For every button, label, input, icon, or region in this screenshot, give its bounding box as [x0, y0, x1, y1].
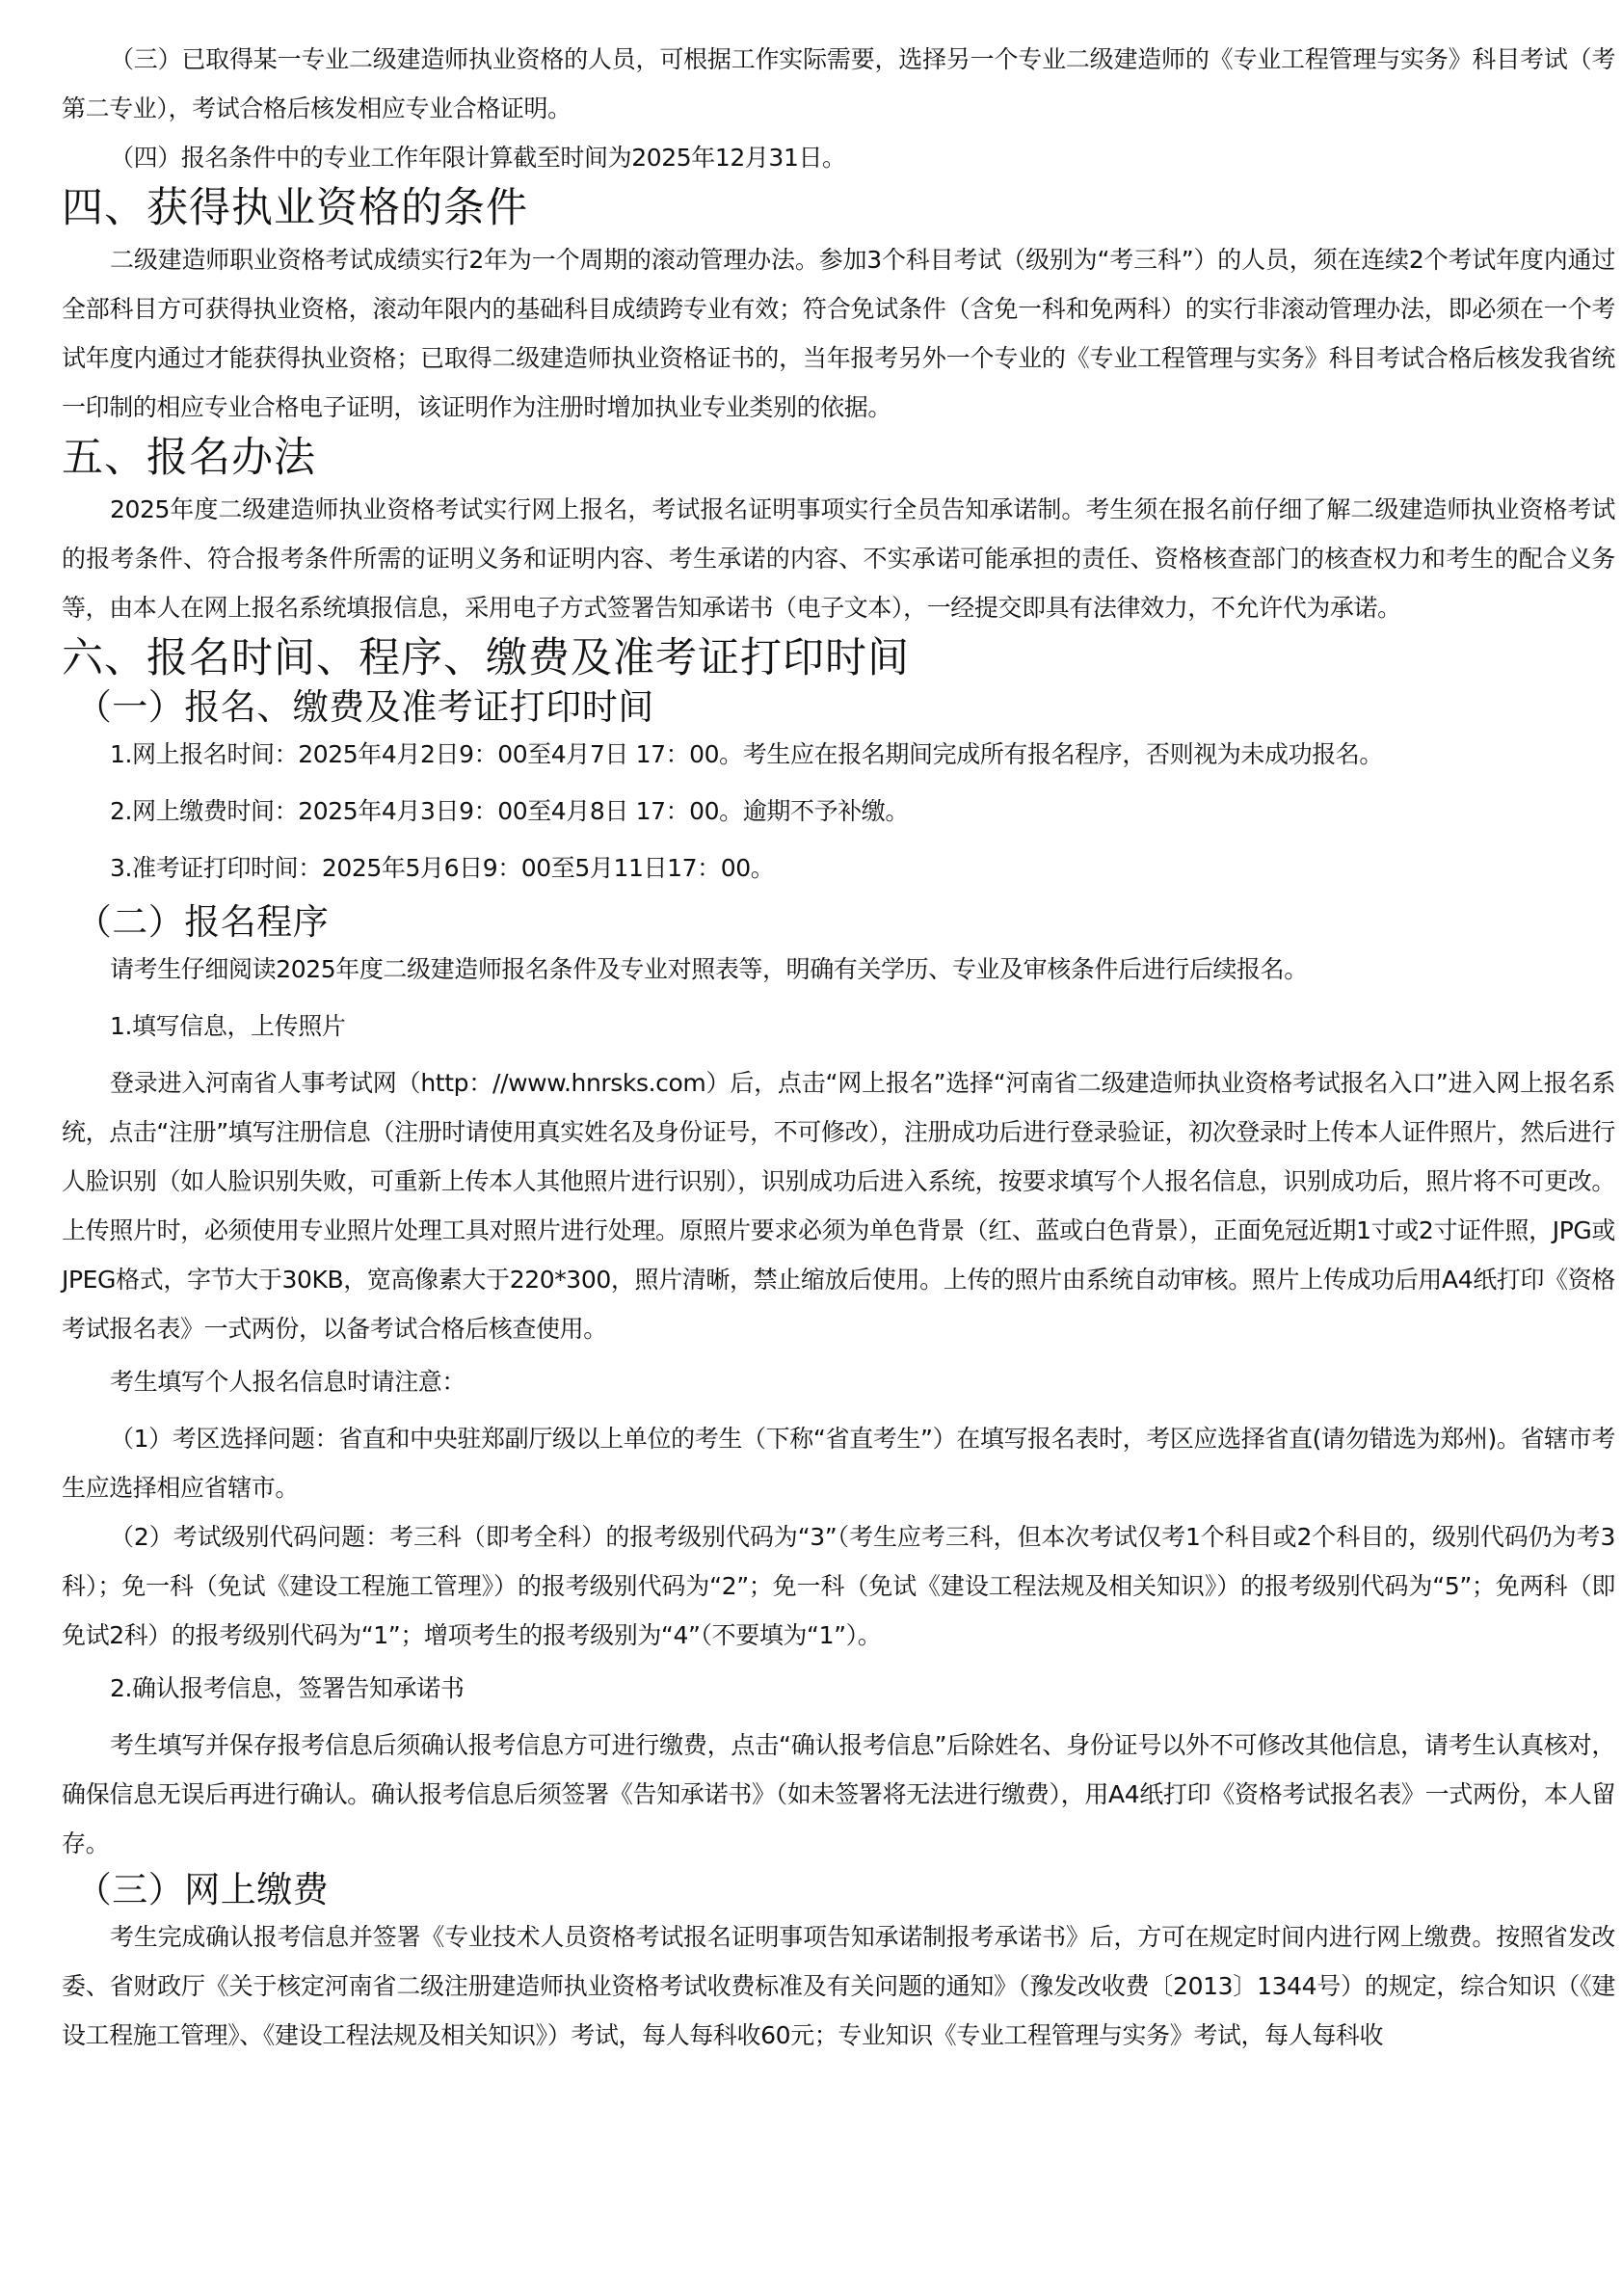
subheading-6-3: （三）网上缴费: [75, 1869, 330, 1910]
paragraph-section-5: 2025年度二级建造师执业资格考试实行网上报名，考试报名证明事项实行全员告知承诺制。考生须在报名前仔细了解二级建造师执业资格考试的报考条件、符合报考条件所需的证明义务和证明内容、考生承诺的内容、不实承诺可能承担的责任、资格核查部门的核查权力和考生的配合义务等，由本人在网上报名系统填报信息，采用电子方式签署告知承诺书（电子文本），一经提交即具有法律效力，不允许代为承诺。: [62, 495, 1615, 622]
paragraph-note-2: （2）考试级别代码问题：考三科（即考全科）的报考级别代码为“3”（考生应考三科，但本次考试仅考1个科目或2个科目的，级别代码仍为考3科）；免一科（免试《建设工程施工管理》）的报考级别代码为“2”；免一科（免试《建设工程法规及相关知识》）的报考级别代码为“5”；免两科（即免试2科）的报考级别代码为“1”；增项考生的报考级别为“4”（不要填为“1”）。: [62, 1523, 1615, 1649]
paragraph-6-3: 考生完成确认报考信息并签署《专业技术人员资格考试报名证明事项告知承诺制报考承诺书》后，方可在规定时间内进行网上缴费。按照省发改委、省财政厅《关于核定河南省二级注册建造师执业资格考试收费标准及有关问题的通知》（豫发改收费〔2013〕1344号）的规定，综合知识（《建设工程施工管理》、《建设工程法规及相关知识》）考试，每人每科收60元；专业知识《专业工程管理与实务》考试，每人每科收: [62, 1923, 1615, 2049]
paragraph-notes-intro: 考生填写个人报名信息时请注意：: [110, 1368, 466, 1396]
time-item-admission-ticket: 3.准考证打印时间：2025年5月6日9：00至5月11日17：00。: [110, 854, 775, 882]
document-body: [62, 35, 1615, 2060]
subheading-6-1: （一）报名、缴费及准考证打印时间: [75, 686, 654, 728]
heading-section-6: 六、报名时间、程序、缴费及准考证打印时间: [62, 634, 910, 682]
time-item-registration: 1.网上报名时间：2025年4月2日9：00至4月7日 17：00。考生应在报名期间完成所有报名程序，否则视为未成功报名。: [110, 740, 1383, 768]
step-2-title: 2.确认报考信息，签署告知承诺书: [110, 1674, 465, 1702]
heading-section-4: 四、获得执业资格的条件: [62, 184, 528, 232]
paragraph-6-2-intro: 请考生仔细阅读2025年度二级建造师报名条件及专业对照表等，明确有关学历、专业及审核条件后进行后续报名。: [110, 955, 1308, 983]
paragraph-third-item: （三）已取得某一专业二级建造师执业资格的人员，可根据工作实际需要，选择另一个专业二级建造师的《专业工程管理与实务》科目考试（考第二专业），考试合格后核发相应专业合格证明。: [62, 45, 1615, 122]
subheading-6-2: （二）报名程序: [75, 901, 330, 943]
paragraph-note-1: （1）考区选择问题：省直和中央驻郑副厅级以上单位的考生（下称“省直考生”）在填写报名表时，考区应选择省直(请勿错选为郑州)。省辖市考生应选择相应省辖市。: [62, 1425, 1615, 1502]
heading-section-5: 五、报名办法: [62, 434, 316, 482]
time-item-payment: 2.网上缴费时间：2025年4月3日9：00至4月8日 17：00。逾期不予补缴。: [110, 797, 909, 825]
paragraph-section-4: 二级建造师职业资格考试成绩实行2年为一个周期的滚动管理办法。参加3个科目考试（级别为“考三科”）的人员，须在连续2个考试年度内通过全部科目方可获得执业资格，滚动年限内的基础科目成绩跨专业有效；符合免试条件（含免一科和免两科）的实行非滚动管理办法，即必须在一个考试年度内通过才能获得执业资格；已取得二级建造师执业资格证书的，当年报考另外一个专业的《专业工程管理与实务》科目考试合格后核发我省统一印制的相应专业合格电子证明，该证明作为注册时增加执业专业类别的依据。: [62, 246, 1615, 421]
paragraph-step-1: 登录进入河南省人事考试网（http：//www.hnrsks.com）后，点击“网上报名”选择“河南省二级建造师执业资格考试报名入口”进入网上报名系统，点击“注册”填写注册信息（注册时请使用真实姓名及身份证号，不可修改），注册成功后进行登录验证，初次登录时上传本人证件照片，然后进行人脸识别（如人脸识别失败，可重新上传本人其他照片进行识别），识别成功后进入系统，按要求填写个人报名信息，识别成功后，照片将不可更改。上传照片时，必须使用专业照片处理工具对照片进行处理。原照片要求必须为单色背景（红、蓝或白色背景），正面免冠近期1寸或2寸证件照，JPG或JPEG格式，字节大于30KB，宽高像素大于220*300，照片清晰，禁止缩放后使用。上传的照片由系统自动审核。照片上传成功后用A4纸打印《资格考试报名表》一式两份，以备考试合格后核查使用。: [62, 1069, 1615, 1343]
step-1-title: 1.填写信息，上传照片: [110, 1012, 346, 1040]
paragraph-step-2: 考生填写并保存报考信息后须确认报考信息方可进行缴费，点击“确认报考信息”后除姓名、身份证号以外不可修改其他信息，请考生认真核对，确保信息无误后再进行确认。确认报考信息后须签署《告知承诺书》（如未签署将无法进行缴费），用A4纸打印《资格考试报名表》一式两份，本人留存。: [62, 1731, 1615, 1857]
paragraph-fourth-item: （四）报名条件中的专业工作年限计算截至时间为2025年12月31日。: [110, 144, 846, 172]
